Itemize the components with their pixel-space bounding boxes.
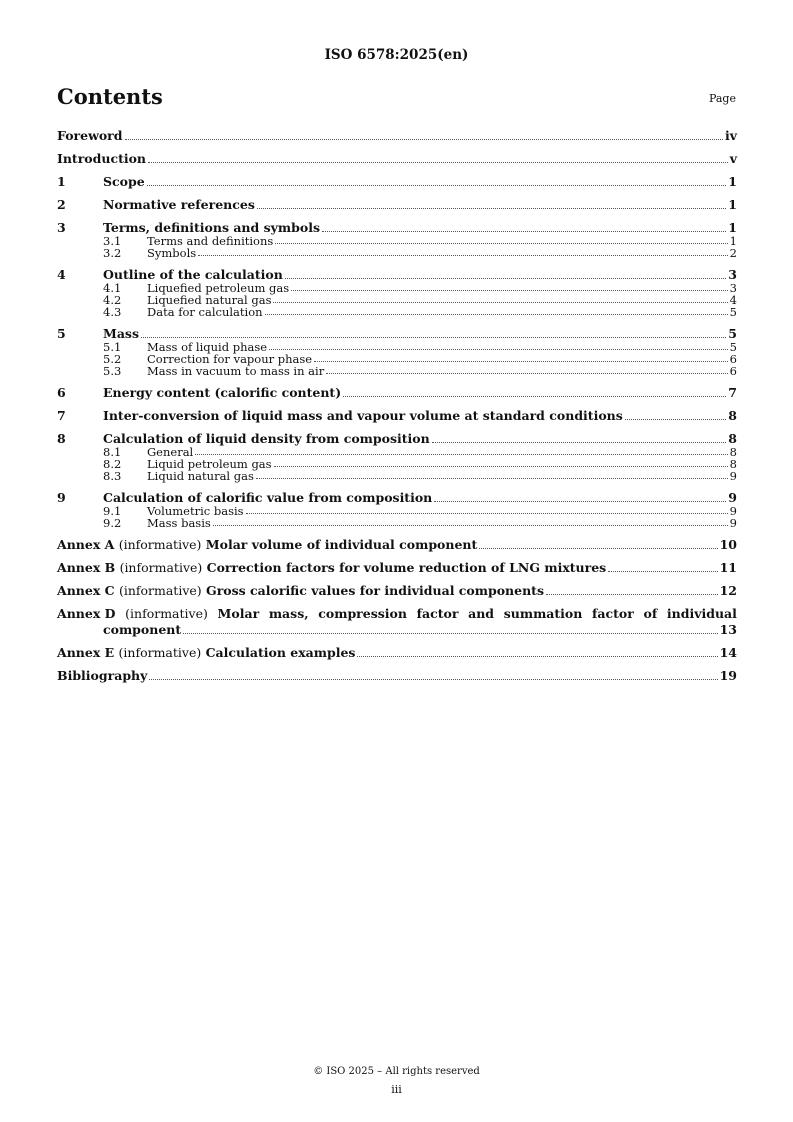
subclause-number: 5.1: [103, 340, 122, 354]
annex-page: 11: [719, 560, 737, 575]
clause-page: 8: [728, 431, 737, 446]
toc-annex-d[interactable]: [57, 606, 737, 637]
dot-leader: [256, 478, 728, 479]
subclause-number: 4.3: [103, 305, 122, 319]
dot-leader: [343, 396, 726, 397]
dot-leader: [183, 633, 717, 634]
dot-leader: [141, 337, 726, 338]
toc-entry-label: Foreword: [57, 128, 123, 143]
annex-title-word: mass,: [268, 606, 309, 621]
dot-leader: [275, 243, 727, 244]
annex-d-second-line: [57, 622, 737, 637]
bibliography-label: Bibliography: [57, 668, 148, 683]
subclause-label: Liquefied petroleum gas: [147, 281, 290, 295]
dot-leader: [322, 231, 726, 232]
subclause-page: 6: [729, 352, 737, 366]
clause-number: 5: [57, 326, 66, 341]
page-number: iii: [391, 1083, 402, 1096]
annex-title: Molar volume of individual component: [205, 537, 478, 552]
annex-page: 14: [719, 645, 737, 660]
annex-page: 13: [719, 622, 737, 637]
subclause-number: 4.1: [103, 281, 122, 295]
clause-number: 4: [57, 267, 66, 282]
dot-leader: [357, 656, 717, 657]
dot-leader: [273, 302, 727, 303]
toc-clause[interactable]: [57, 220, 737, 235]
clause-number: 3: [57, 220, 66, 235]
toc-bibliography[interactable]: [57, 668, 737, 683]
toc-entry-label: Introduction: [57, 151, 147, 166]
toc-subclause[interactable]: [57, 365, 737, 377]
clause-number: 1: [57, 174, 66, 189]
toc-clause[interactable]: [57, 197, 737, 212]
dot-leader: [125, 139, 723, 140]
annex-title-word: summation: [503, 606, 583, 621]
clause-number: 2: [57, 197, 66, 212]
document-id: ISO 6578:2025(en): [324, 47, 469, 63]
clause-number: 7: [57, 408, 66, 423]
clause-page: 9: [728, 490, 737, 505]
subclause-number: 9.2: [103, 516, 122, 530]
annex-label: [57, 583, 544, 598]
clause-page: 1: [728, 220, 737, 235]
annex-title-word: of: [643, 606, 658, 621]
clause-label: Normative references: [103, 197, 255, 212]
bibliography-page: 19: [719, 668, 737, 683]
dot-leader: [148, 162, 728, 163]
dot-leader: [265, 314, 728, 315]
clause-label: Scope: [103, 174, 145, 189]
dot-leader: [608, 571, 717, 572]
dot-leader: [314, 361, 728, 362]
dot-leader: [546, 594, 718, 595]
subclause-page: 9: [729, 469, 737, 483]
annex-label: [57, 560, 606, 575]
annex-informative: (informative): [125, 606, 208, 621]
clause-page: 5: [728, 326, 737, 341]
clause-page: 1: [728, 197, 737, 212]
clause-label: Calculation of liquid density from composition: [103, 431, 430, 446]
clause-label: Calculation of calorific value from composition: [103, 490, 433, 505]
clause-label: Terms, definitions and symbols: [103, 220, 320, 235]
annex-tag: Annex B: [57, 560, 116, 575]
toc-clause[interactable]: [57, 174, 737, 189]
subclause-label: Symbols: [147, 246, 197, 260]
clause-label: Inter-conversion of liquid mass and vapour volume at standard conditions: [103, 408, 623, 423]
subclause-page: 4: [729, 293, 737, 307]
annex-label: [57, 537, 477, 552]
page-column-label: Page: [708, 92, 736, 105]
dot-leader: [625, 419, 727, 420]
subclause-page: 9: [729, 504, 737, 518]
clause-label: Energy content (calorific content): [103, 385, 342, 400]
subclause-page: 8: [729, 457, 737, 471]
annex-title: component: [103, 622, 182, 637]
toc-subclause[interactable]: [57, 517, 737, 529]
dot-leader: [257, 208, 726, 209]
table-of-contents: [57, 128, 737, 683]
annex-label: [57, 645, 355, 660]
annex-informative: (informative): [118, 583, 202, 598]
subclause-number: 3.1: [103, 234, 122, 248]
subclause-label: Data for calculation: [147, 305, 263, 319]
annex-title-word: compression: [318, 606, 407, 621]
toc-annex[interactable]: [57, 645, 737, 660]
annex-title-word: and: [468, 606, 495, 621]
subclause-page: 6: [729, 364, 737, 378]
dot-leader: [291, 290, 728, 291]
annex-tag: Annex C: [57, 583, 115, 598]
subclause-page: 1: [729, 234, 737, 248]
annex-informative: (informative): [118, 645, 202, 660]
toc-entry-page: iv: [724, 128, 737, 143]
subclause-page: 3: [729, 281, 737, 295]
annex-title: Calculation examples: [205, 645, 356, 660]
dot-leader: [147, 185, 727, 186]
dot-leader: [198, 255, 728, 256]
annex-title-word: factor: [592, 606, 634, 621]
clause-number: 9: [57, 490, 66, 505]
subclause-number: 9.1: [103, 504, 122, 518]
toc-clause[interactable]: [57, 385, 737, 400]
subclause-number: 5.2: [103, 352, 122, 366]
subclause-page: 5: [729, 340, 737, 354]
annex-page: 10: [719, 537, 737, 552]
toc-entry[interactable]: [57, 128, 737, 143]
annex-title-word: Molar: [217, 606, 260, 621]
annex-title-word: factor: [416, 606, 459, 621]
annex-page: 12: [719, 583, 737, 598]
dot-leader: [246, 513, 728, 514]
subclause-page: 2: [729, 246, 737, 260]
annex-tag: Annex D: [57, 606, 116, 621]
annex-title: Gross calorific values for individual components: [206, 583, 544, 598]
toc-subclause[interactable]: [57, 306, 737, 318]
subclause-number: 8.2: [103, 457, 122, 471]
subclause-label: Liquid natural gas: [147, 469, 254, 483]
dot-leader: [285, 278, 726, 279]
annex-tag: Annex A: [57, 537, 115, 552]
dot-leader: [274, 466, 728, 467]
dot-leader: [269, 349, 728, 350]
annex-informative: (informative): [118, 537, 202, 552]
dot-leader: [434, 501, 726, 502]
subclause-label: Liquid petroleum gas: [147, 457, 272, 471]
toc-entry-page: v: [729, 151, 737, 166]
dot-leader: [326, 373, 727, 374]
toc-clause[interactable]: [57, 408, 737, 423]
dot-leader: [432, 442, 727, 443]
subclause-page: 8: [729, 445, 737, 459]
subclause-label: Mass in vacuum to mass in air: [147, 364, 325, 378]
copyright-footer: © ISO 2025 – All rights reserved: [313, 1066, 480, 1077]
clause-page: 7: [728, 385, 737, 400]
subclause-number: 8.1: [103, 445, 122, 459]
toc-clause[interactable]: [57, 431, 737, 446]
annex-tag: Annex E: [57, 645, 115, 660]
toc-annex[interactable]: [57, 560, 737, 575]
toc-subclause[interactable]: [57, 247, 737, 259]
subclause-number: 8.3: [103, 469, 122, 483]
clause-label: Mass: [103, 326, 140, 341]
subclause-label: General: [147, 445, 194, 459]
subclause-label: Liquefied natural gas: [147, 293, 272, 307]
subclause-number: 4.2: [103, 293, 122, 307]
toc-clause[interactable]: [57, 490, 737, 505]
dot-leader: [213, 525, 728, 526]
subclause-label: Mass of liquid phase: [147, 340, 268, 354]
clause-page: 3: [728, 267, 737, 282]
toc-clause[interactable]: [57, 267, 737, 282]
clause-page: 1: [728, 174, 737, 189]
annex-informative: (informative): [119, 560, 203, 575]
subclause-label: Terms and definitions: [147, 234, 274, 248]
annex-title-word: individual: [666, 606, 737, 621]
annex-title: Correction factors for volume reduction of LNG mixtures: [206, 560, 607, 575]
toc-clause[interactable]: [57, 326, 737, 341]
clause-number: 8: [57, 431, 66, 446]
annex-d-first-line: [57, 606, 737, 621]
dot-leader: [149, 679, 717, 680]
subclause-number: 5.3: [103, 364, 122, 378]
toc-entry[interactable]: [57, 151, 737, 166]
subclause-label: Correction for vapour phase: [147, 352, 313, 366]
subclause-label: Mass basis: [147, 516, 211, 530]
subclause-number: 3.2: [103, 246, 122, 260]
toc-annex[interactable]: [57, 537, 737, 552]
subclause-label: Volumetric basis: [147, 504, 244, 518]
dot-leader: [195, 454, 727, 455]
page-title: Contents: [57, 84, 163, 109]
toc-annex[interactable]: [57, 583, 737, 598]
subclause-page: 5: [729, 305, 737, 319]
subclause-page: 9: [729, 516, 737, 530]
clause-page: 8: [728, 408, 737, 423]
toc-subclause[interactable]: [57, 470, 737, 482]
clause-number: 6: [57, 385, 66, 400]
dot-leader: [479, 548, 717, 549]
clause-label: Outline of the calculation: [103, 267, 283, 282]
